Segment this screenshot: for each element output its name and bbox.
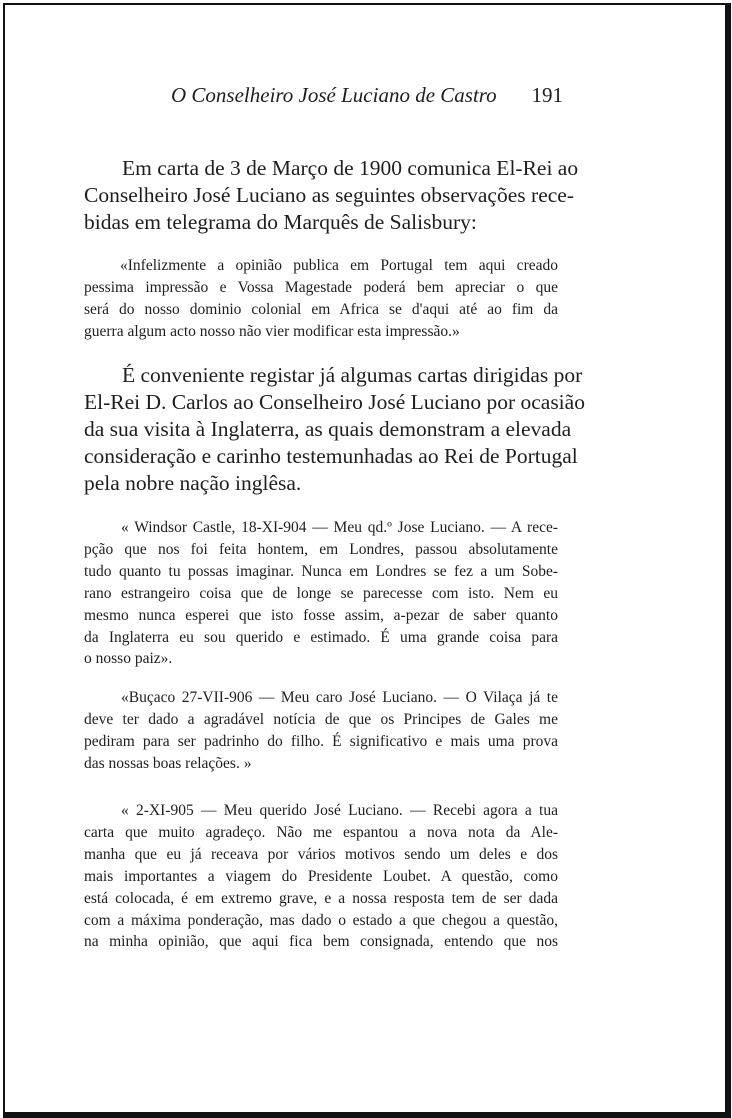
text-line: « 2-XI-905 — Meu querido José Luciano. — Recebi agora a tua	[121, 802, 558, 819]
text-line: mesmo nunca esperei que isto fosse assim, a-pezar de saber quanto	[84, 606, 558, 624]
text-line: da Inglaterra eu sou querido e estimado. É uma grande coisa para	[84, 628, 558, 646]
text-line: «Buçaco 27-VII-906 — Meu caro José Luciano. — O Vilaça já te	[121, 689, 558, 706]
text-line: da sua visita à Inglaterra, as quais demonstram a elevada	[84, 417, 572, 441]
text-line: está colocada, é em extremo grave, e a nossa resposta tem de ser dada	[84, 889, 558, 907]
text-line: carta que muito agradeço. Não me espantou a nova nota da Ale-	[84, 823, 558, 841]
text-line: Conselheiro José Luciano as seguintes observações rece-	[84, 183, 574, 207]
text-line: Em carta de 3 de Março de 1900 comunica El-Rei ao	[122, 156, 579, 180]
text-line: pela nobre nação inglêsa.	[84, 471, 302, 495]
page-number: 191	[531, 83, 563, 107]
text-line: deve ter dado a agradável notícia de que os Principes de Gales me	[84, 710, 558, 728]
text-line: bidas em telegrama do Marquês de Salisbury:	[84, 210, 477, 234]
running-title: O Conselheiro José Luciano de Castro	[171, 83, 497, 107]
text-line: «Infelizmente a opinião publica em Portugal tem aqui creado	[120, 257, 558, 274]
text-line: com a máxima ponderação, mas dado o estado a que chegou a questão,	[84, 911, 558, 929]
text-line: na minha opinião, que aqui fica bem consignada, entendo que nos	[84, 933, 558, 951]
text-line: El-Rei D. Carlos ao Conselheiro José Luciano por ocasião	[84, 390, 585, 414]
text-line: pediram para ser padrinho do filho. É significativo e mais uma prova	[84, 732, 558, 750]
text-line: guerra algum acto nosso não vier modificar esta impressão.»	[84, 322, 460, 340]
text-line: « Windsor Castle, 18-XI-904 — Meu qd.º Jose Luciano. — A rece-	[121, 519, 558, 536]
letter-2-xi-905	[84, 800, 558, 953]
text-line: manha que eu já receava por vários motivos sendo um deles e dos	[84, 845, 558, 863]
letters-intro-paragraph	[84, 362, 585, 497]
text-line: consideração e carinho testemunhadas ao Rei de Portugal	[84, 444, 578, 468]
text-line: pessima impressão e Vossa Magestade poderá bem apreciar o que	[84, 278, 558, 296]
text-line: das nossas boas relações. »	[84, 754, 252, 772]
text-line: será do nosso dominio colonial em Africa se d'aqui até ao fim da	[84, 300, 558, 318]
text-line: É conveniente registar já algumas cartas dirigidas por	[122, 363, 583, 387]
intro-paragraph	[84, 155, 579, 236]
text-line: mais importantes a viagem do Presidente Loubet. A questão, como	[84, 867, 558, 885]
text-line: o nosso paiz».	[84, 650, 173, 668]
telegram-quote	[84, 255, 558, 343]
letter-bucaco	[84, 687, 558, 775]
text-line: rano estrangeiro coisa que de longe se parecesse com isto. Nem eu	[84, 584, 558, 602]
letter-windsor	[84, 517, 558, 670]
text-line: pção que nos foi feita hontem, em Londres, passou absolutamente	[84, 540, 558, 558]
text-line: tudo quanto tu possas imaginar. Nunca em Londres se fez a um Sobe-	[84, 562, 558, 580]
